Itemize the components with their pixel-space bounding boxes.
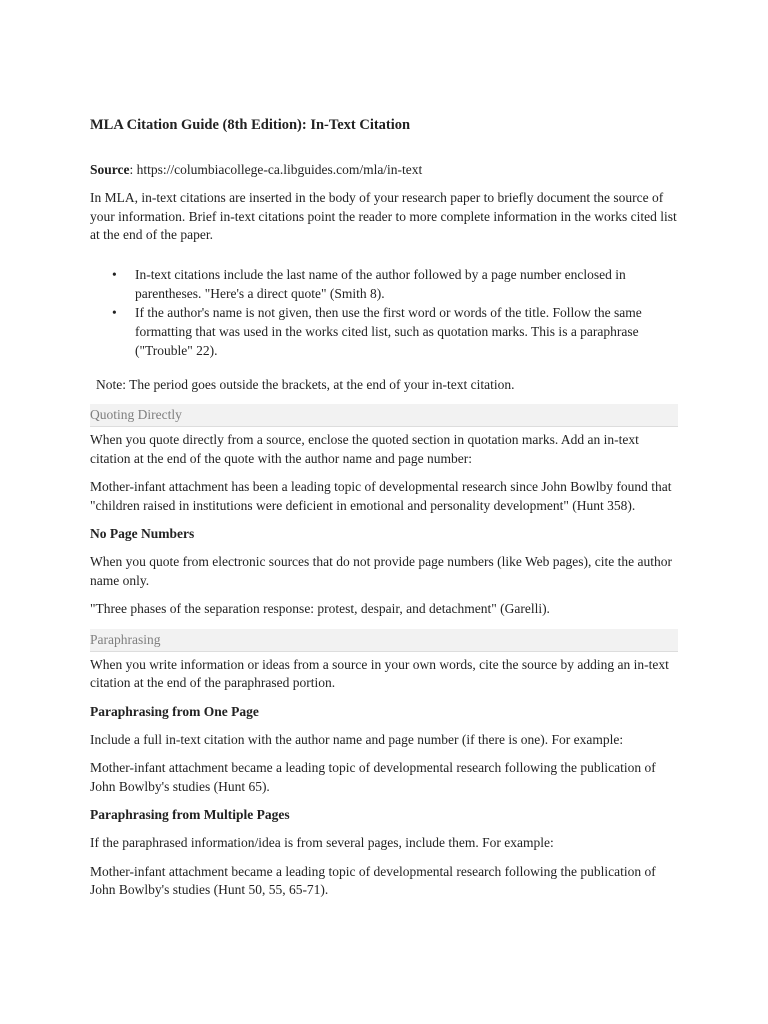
list-item <box>90 265 678 303</box>
source-label: Source <box>90 162 130 177</box>
bullet-icon: • <box>112 304 117 320</box>
section-header-quoting: Quoting Directly <box>90 404 678 427</box>
list-item <box>90 303 678 360</box>
document-content <box>90 113 678 900</box>
one-page-text: Include a full in-text citation with the author name and page number (if there is one). For example: <box>90 731 624 747</box>
subheading-no-page-numbers: No Page Numbers <box>90 526 195 541</box>
paraphrasing-intro: When you write information or ideas from a source in your own words, cite the source by adding an in-text citation at the end of the paraphrased portion. <box>90 656 669 690</box>
intro-paragraph: In MLA, in-text citations are inserted in the body of your research paper to briefly document the source of your information. Brief in-text citations point the reader to more complete information in the works cited list at the end of the paper. <box>90 190 677 242</box>
one-page-example: Mother-infant attachment became a leading topic of developmental research following the publication of John Bowlby's studies (Hunt 65). <box>90 760 656 794</box>
section-header-paraphrasing: Paraphrasing <box>90 629 678 652</box>
multi-page-example: Mother-infant attachment became a leading topic of developmental research following the publication of John Bowlby's studies (Hunt 50, 55, 65-71). <box>90 863 656 897</box>
source-url: : https://columbiacollege-ca.libguides.com/mla/in-text <box>129 162 423 177</box>
subheading-one-page: Paraphrasing from One Page <box>90 703 259 719</box>
no-page-example: "Three phases of the separation response: protest, despair, and detachment" (Garelli). <box>90 601 550 616</box>
subheading-multiple-pages: Paraphrasing from Multiple Pages <box>90 807 290 822</box>
bullet-text: In-text citations include the last name of the author followed by a page number enclosed in parentheses. "Here's a direct quote" (Smith 8). <box>135 266 626 301</box>
multi-page-text: If the paraphrased information/idea is from several pages, include them. For example: <box>90 835 554 850</box>
bullet-list <box>90 265 678 360</box>
source-line <box>90 161 678 179</box>
page-title: MLA Citation Guide (8th Edition): In-Text Citation <box>90 117 411 133</box>
bullet-icon: • <box>112 266 117 282</box>
bullet-text: If the author's name is not given, then use the first word or words of the title. Follow the same formatting that was used in the works cited list, such as quotation marks. This is a paraphrase ("Trouble" 22). <box>135 304 642 358</box>
no-page-text: When you quote from electronic sources that do not provide page numbers (like Web pages), cite the author name only. <box>90 554 672 588</box>
quoting-example: Mother-infant attachment has been a leading topic of developmental research since John Bowlby found that "children raised in institutions were deficient in emotional and personality development" (Hunt 358). <box>90 479 672 513</box>
quoting-intro: When you quote directly from a source, enclose the quoted section in quotation marks. Add an in-text citation at the end of the quote with the author name and page number: <box>90 432 639 466</box>
note-paragraph: Note: The period goes outside the brackets, at the end of your in-text citation. <box>96 376 515 392</box>
